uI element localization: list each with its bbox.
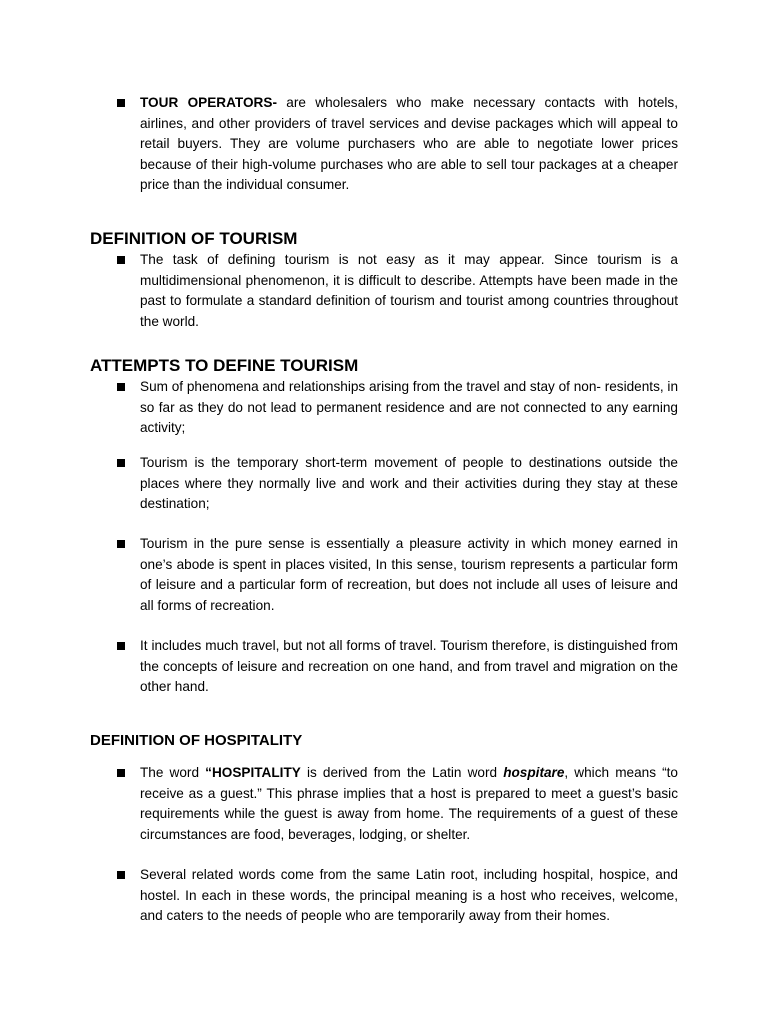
definition-of-tourism-section	[90, 228, 678, 332]
list-item	[90, 534, 678, 616]
tour-operators-text: are wholesalers who make necessary contacts with hotels, airlines, and other providers of travel services and devise packages which will appeal to retail buyers. They are volume purchasers who are able to negotiate lower prices because of their high-volume purchases who are able to sell tour packages at a cheaper price than the individual consumer.	[140, 95, 678, 192]
definition-of-hospitality-section	[90, 731, 678, 751]
list-item-text: Sum of phenomena and relationships arising from the travel and stay of non- residents, in so far as they do not lead to permanent residence and are not connected to any earning activity;	[140, 379, 679, 435]
list-item	[90, 93, 678, 196]
square-bullet-icon	[117, 459, 125, 467]
section-heading: DEFINITION OF HOSPITALITY	[90, 732, 303, 749]
hospitality-item-2	[90, 865, 678, 927]
list-item-text: Tourism is the temporary short-term movement of people to destinations outside the places where they normally live and work and their activities during they stay at these destination;	[140, 455, 678, 511]
hospitality-term: “HOSPITALITY	[205, 765, 301, 780]
list-item	[90, 636, 678, 698]
list-item-post: , which means “to receive as a guest.” This phrase implies that a host is prepared to meet a guest’s basic requirements while the guest is away from home. The requirements of a guest of these circumstances are food, beverages, lodging, or shelter.	[140, 765, 678, 842]
list-item	[90, 453, 678, 515]
square-bullet-icon	[117, 256, 125, 264]
hospitality-item-1	[90, 763, 678, 845]
tour-operators-term: TOUR OPERATORS-	[140, 95, 277, 110]
tour-operators-section	[90, 93, 678, 196]
list-item	[90, 377, 678, 439]
list-item-text: The task of defining tourism is not easy as it may appear. Since tourism is a multidimensional phenomenon, it is difficult to describe. Attempts have been made in the past to formulate a standard definition of tourism and tourist among countries throughout the world.	[140, 252, 678, 329]
list-item-mid: is derived from the Latin word	[300, 765, 504, 780]
square-bullet-icon	[117, 769, 125, 777]
attempts-to-define-section	[90, 355, 678, 439]
square-bullet-icon	[117, 383, 125, 391]
list-item-pre: The word	[140, 765, 206, 780]
attempts-item-2	[90, 453, 678, 515]
section-heading: DEFINITION OF TOURISM	[90, 229, 298, 248]
square-bullet-icon	[117, 99, 125, 107]
square-bullet-icon	[117, 642, 125, 650]
attempts-item-4	[90, 636, 678, 698]
list-item-text: Tourism in the pure sense is essentially a pleasure activity in which money earned in one’s abode is spent in places visited, In this sense, tourism represents a particular form of leisure and a particular form of recreation, but does not include all uses of leisure and all forms of recreation.	[140, 536, 678, 613]
list-item	[90, 865, 678, 927]
list-item-text: Several related words come from the same Latin root, including hospital, hospice, and hostel. In each in these words, the principal meaning is a host who receives, welcome, and caters to the needs of people who are temporarily away from their homes.	[140, 867, 678, 923]
square-bullet-icon	[117, 540, 125, 548]
section-heading: ATTEMPTS TO DEFINE TOURISM	[90, 356, 359, 375]
list-item-text: It includes much travel, but not all forms of travel. Tourism therefore, is distinguished from the concepts of leisure and recreation on one hand, and from travel and migration on the other hand.	[140, 638, 678, 694]
list-item	[90, 763, 678, 845]
square-bullet-icon	[117, 871, 125, 879]
latin-word: hospitare	[503, 765, 565, 780]
attempts-item-3	[90, 534, 678, 616]
list-item	[90, 250, 678, 332]
